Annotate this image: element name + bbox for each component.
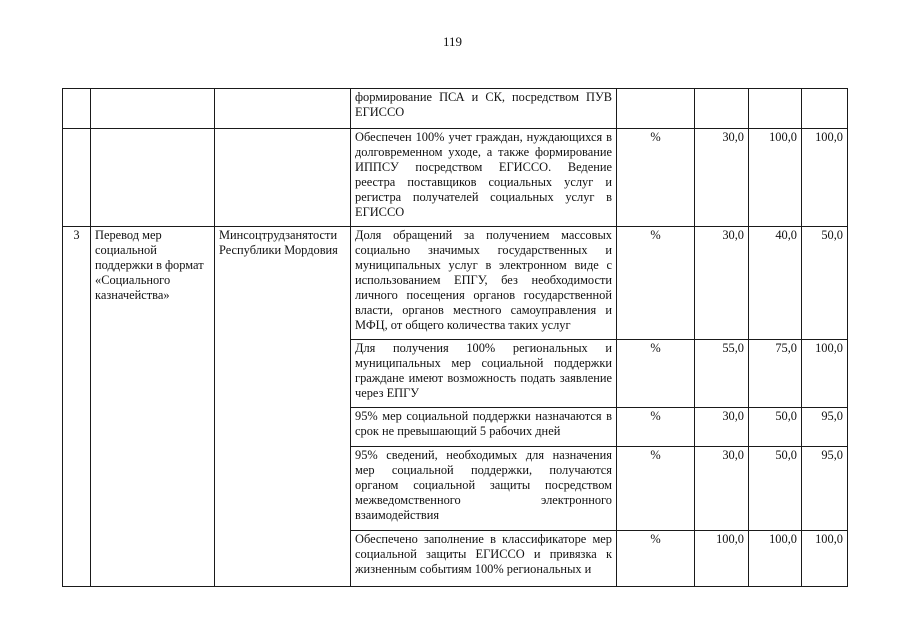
value-year3-cell: 50,0 [802,227,848,340]
indicator-cell: 95% мер социальной поддержки назначаются в срок не превышающий 5 рабочих дней [351,408,617,447]
value-year1-cell: 55,0 [695,340,749,408]
value-year2-cell: 50,0 [749,447,802,531]
value-year3-cell: 95,0 [802,408,848,447]
value-year2-cell: 100,0 [749,531,802,587]
value-year1-cell: 30,0 [695,408,749,447]
unit-cell: % [617,447,695,531]
value-year1-cell: 30,0 [695,447,749,531]
unit-cell: % [617,129,695,227]
indicator-cell: 95% сведений, необходимых для назначения мер социальной поддержки, получаются органом социальной защиты посредством межведомственного электронного взаимодействия [351,447,617,531]
row-number-cell [63,89,91,129]
value-year3-cell: 100,0 [802,129,848,227]
value-year2-cell: 100,0 [749,129,802,227]
measure-name-cell: Перевод мер социальной поддержки в формат «Социального казначейства» [91,227,215,587]
unit-cell [617,89,695,129]
value-year2-cell: 40,0 [749,227,802,340]
indicator-cell: Для получения 100% региональных и муниципальных мер социальной поддержки граждане имеют возможность подать заявление через ЕПГУ [351,340,617,408]
value-year3-cell: 95,0 [802,447,848,531]
table-row [63,227,848,340]
table-row [63,129,848,227]
table-row [63,89,848,129]
unit-cell: % [617,408,695,447]
value-year2-cell [749,89,802,129]
executor-cell [215,129,351,227]
unit-cell: % [617,340,695,408]
measure-name-cell [91,129,215,227]
row-number-cell: 3 [63,227,91,587]
value-year1-cell: 100,0 [695,531,749,587]
value-year3-cell [802,89,848,129]
value-year1-cell [695,89,749,129]
executor-cell [215,89,351,129]
value-year1-cell: 30,0 [695,227,749,340]
indicator-cell: формирование ПСА и СК, посредством ПУВ ЕГИССО [351,89,617,129]
indicator-cell: Доля обращений за получением массовых социально значимых государственных и муниципальных услуг в электронном виде с использованием ЕПГУ, без необходимости личного посещения органов государственной власти, органов местного самоуправления и МФЦ, от общего количества таких услуг [351,227,617,340]
value-year3-cell: 100,0 [802,531,848,587]
value-year3-cell: 100,0 [802,340,848,408]
row-number-cell [63,129,91,227]
indicators-table [62,88,848,587]
unit-cell: % [617,227,695,340]
page-number: 119 [442,34,463,49]
indicator-cell: Обеспечен 100% учет граждан, нуждающихся в долговременном уходе, а также формирование ИППСУ посредством ЕГИССО. Ведение реестра поставщиков социальных услуг и регистра получателей социальных услуг в ЕГИССО [351,129,617,227]
indicator-cell: Обеспечено заполнение в классификаторе мер социальной защиты ЕГИССО и привязка к жизненным событиям 100% региональных и [351,531,617,587]
value-year2-cell: 50,0 [749,408,802,447]
unit-cell: % [617,531,695,587]
value-year2-cell: 75,0 [749,340,802,408]
measure-name-cell [91,89,215,129]
value-year1-cell: 30,0 [695,129,749,227]
executor-cell: Минсоцтрудзанятости Республики Мордовия [215,227,351,587]
